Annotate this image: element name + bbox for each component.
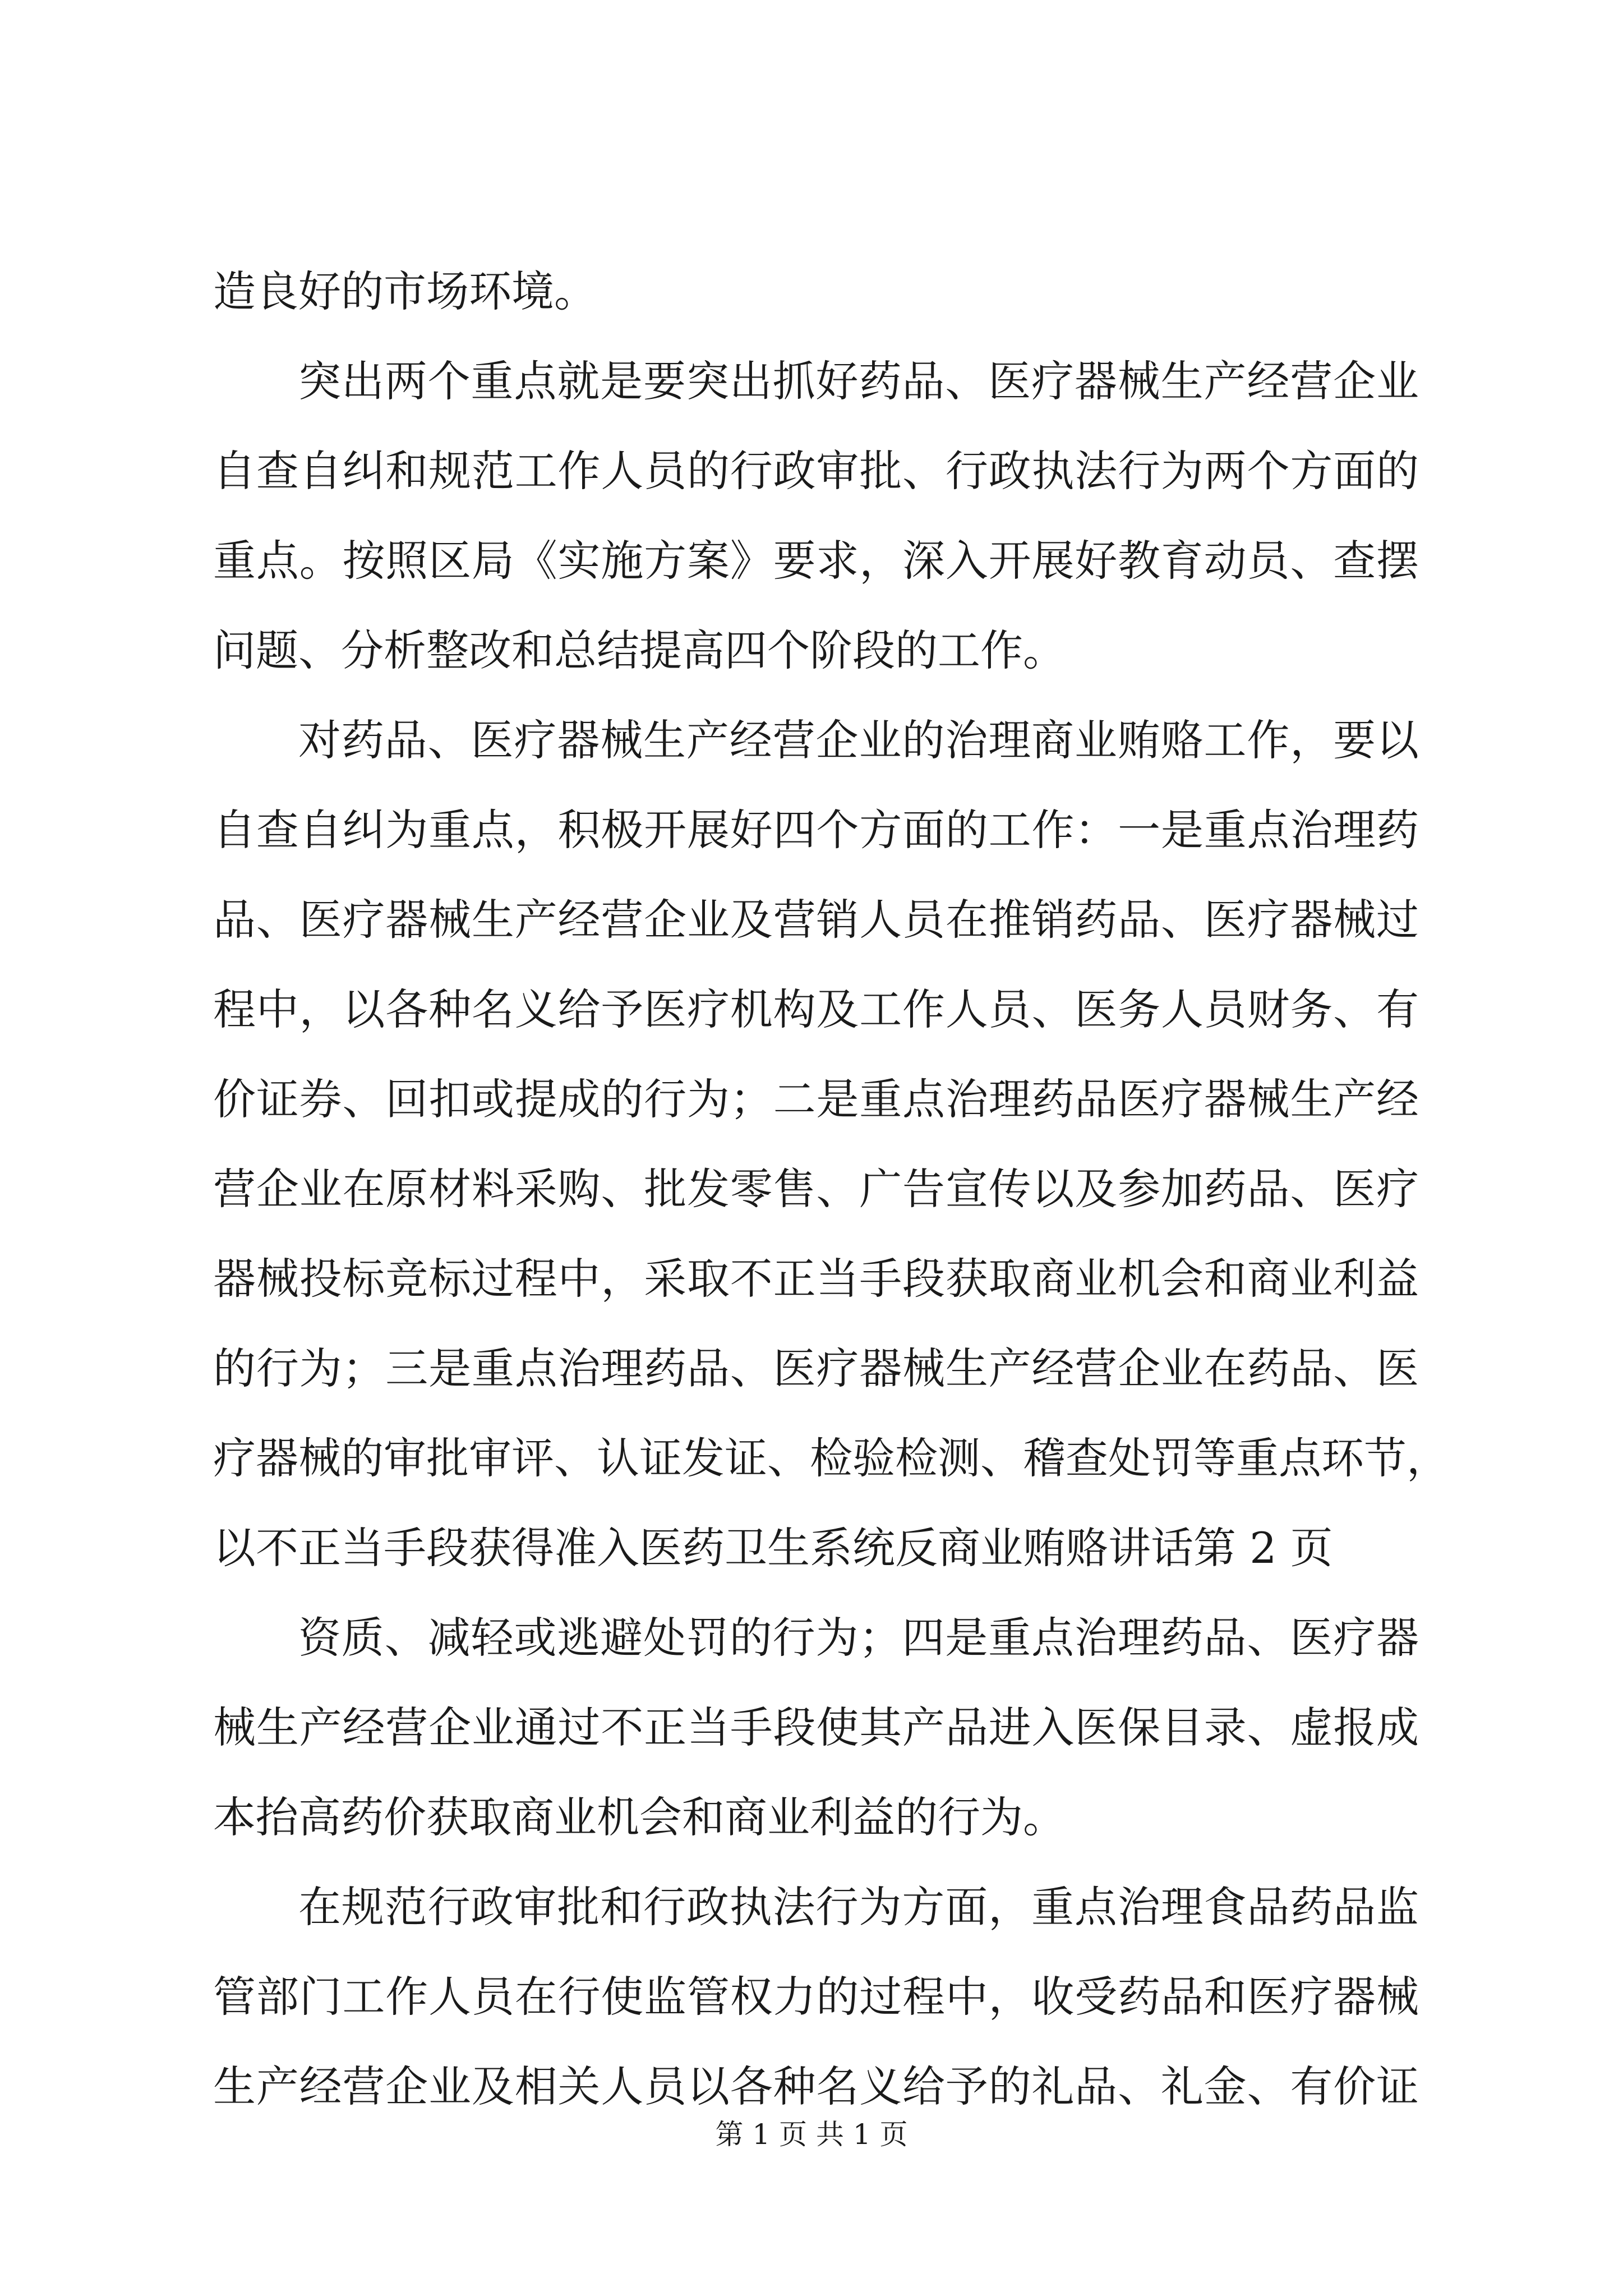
text-line-4: 重点。按照区局《实施方案》要求，深入开展好教育动员、查摆 [213, 536, 1419, 586]
text-line-20: 管部门工作人员在行使监管权力的过程中，收受药品和医疗器械 [213, 1972, 1419, 2022]
text-line-13: 的行为；三是重点治理药品、医疗器械生产经营企业在药品、医 [213, 1343, 1419, 1393]
text-line-6: 对药品、医疗器械生产经营企业的治理商业贿赂工作，要以 [298, 715, 1419, 765]
text-line-18: 本抬高药价获取商业机会和商业利益的行为。 [213, 1792, 1066, 1842]
text-line-19: 在规范行政审批和行政执法行为方面，重点治理食品药品监 [298, 1882, 1419, 1932]
text-line-3: 自查自纠和规范工作人员的行政审批、行政执法行为两个方面的 [213, 446, 1419, 496]
text-line-2: 突出两个重点就是要突出抓好药品、医疗器械生产经营企业 [298, 356, 1419, 406]
text-line-1: 造良好的市场环境。 [213, 266, 597, 316]
text-line-12: 器械投标竞标过程中，采取不正当手段获取商业机会和商业利益 [213, 1254, 1419, 1304]
page-footer: 第 1 页 共 1 页 [715, 2118, 908, 2151]
text-line-15: 以不正当手段获得准入医药卫生系统反商业贿赂讲话第 2 页 [213, 1523, 1333, 1573]
text-line-17: 械生产经营企业通过不正当手段使其产品进入医保目录、虚报成 [213, 1703, 1419, 1752]
text-line-8: 品、医疗器械生产经营企业及营销人员在推销药品、医疗器械过 [213, 895, 1419, 945]
body-text [213, 247, 1449, 2132]
text-line-11: 营企业在原材料采购、批发零售、广告宣传以及参加药品、医疗 [213, 1164, 1419, 1214]
text-line-21: 生产经营企业及相关人员以各种名义给予的礼品、礼金、有价证 [213, 2062, 1419, 2111]
text-line-16: 资质、减轻或逃避处罚的行为；四是重点治理药品、医疗器 [298, 1613, 1419, 1663]
text-line-10: 价证券、回扣或提成的行为；二是重点治理药品医疗器械生产经 [213, 1074, 1419, 1124]
text-line-14: 疗器械的审批审评、认证发证、检验检测、稽查处罚等重点环节， [213, 1433, 1449, 1483]
text-line-9: 程中，以各种名义给予医疗机构及工作人员、医务人员财务、有 [213, 984, 1419, 1034]
text-line-5: 问题、分析整改和总结提高四个阶段的工作。 [213, 625, 1066, 675]
text-line-7: 自查自纠为重点，积极开展好四个方面的工作：一是重点治理药 [213, 805, 1419, 855]
